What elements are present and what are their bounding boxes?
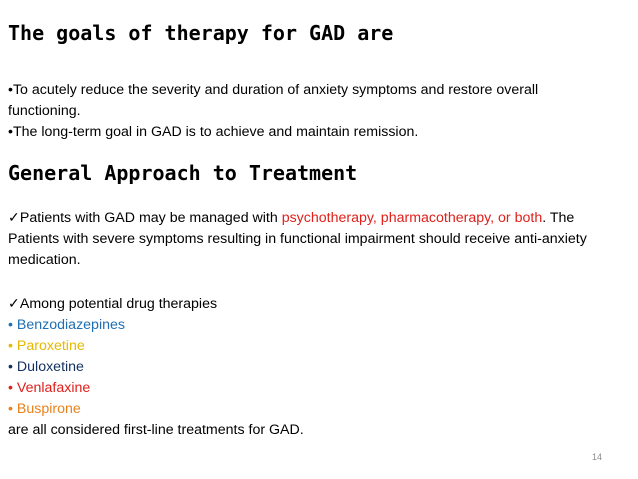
approach-text-suffix: . The Patients with severe symptoms resulting in functional impairment should receive anti-anxiety medication. xyxy=(8,210,587,268)
approach-highlight: psychotherapy, pharmacotherapy, or both xyxy=(281,210,543,226)
check-mark-icon: ✓ xyxy=(8,296,20,312)
approach-paragraph xyxy=(8,208,588,271)
goals-heading: The goals of therapy for GAD are xyxy=(8,21,394,45)
goals-list xyxy=(8,80,608,143)
drug-list xyxy=(8,294,608,441)
drugs-intro-text: Among potential drug therapies xyxy=(19,296,218,312)
drug-venlafaxine: • Venlafaxine xyxy=(8,380,91,396)
closing-text: are all considered first-line treatments for GAD. xyxy=(8,422,304,438)
goal-bullet-1: •To acutely reduce the severity and duration of anxiety symptoms and restore overall functioning. xyxy=(8,82,539,119)
check-mark-icon: ✓ xyxy=(8,210,20,226)
drug-paroxetine: • Paroxetine xyxy=(8,338,85,354)
slide-number: 14 xyxy=(591,452,602,462)
approach-text-prefix: Patients with GAD may be managed with xyxy=(19,210,282,226)
approach-heading: General Approach to Treatment xyxy=(8,161,358,185)
drug-benzodiazepines: • Benzodiazepines xyxy=(8,317,125,333)
drugs-intro xyxy=(8,294,608,315)
goal-bullet-2: •The long-term goal in GAD is to achieve and maintain remission. xyxy=(8,124,419,140)
drug-duloxetine: • Duloxetine xyxy=(8,359,84,375)
drug-buspirone: • Buspirone xyxy=(8,401,81,417)
